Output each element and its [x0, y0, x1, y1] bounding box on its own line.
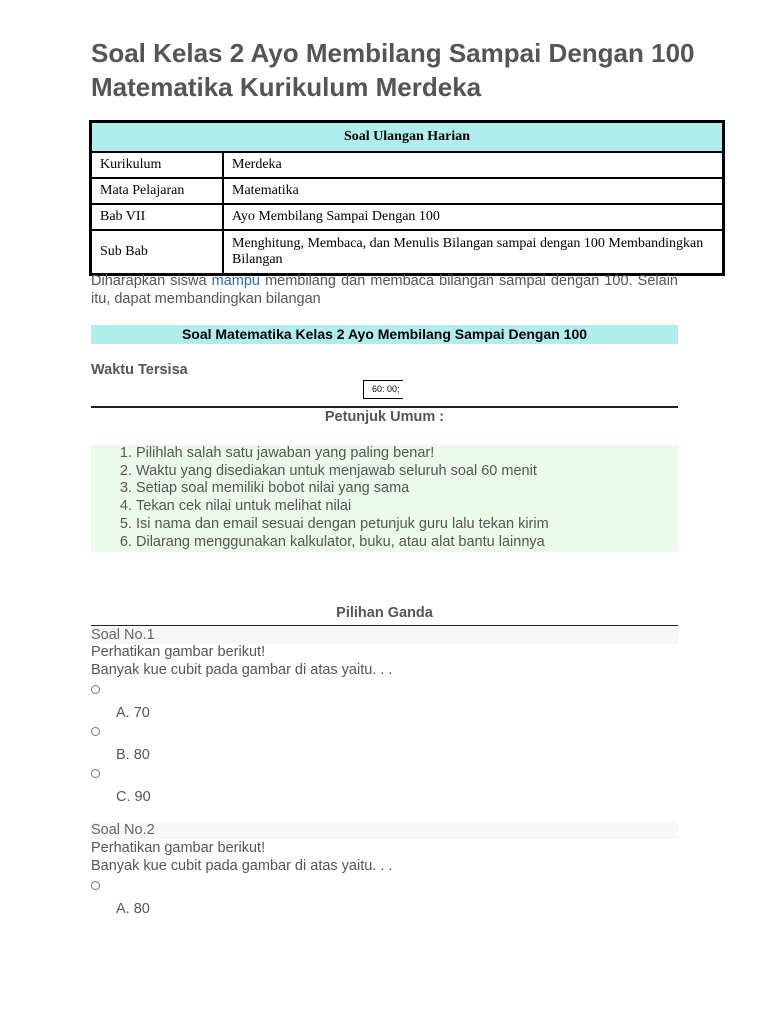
section-band: Soal Matematika Kelas 2 Ayo Membilang Sampai Dengan 100: [91, 325, 678, 344]
list-item: 2. Waktu yang disediakan untuk menjawab seluruh soal 60 menit: [136, 463, 678, 481]
info-value: Merdeka: [223, 152, 723, 178]
divider: [91, 625, 678, 626]
info-table: [89, 120, 725, 276]
question-text: Perhatikan gambar berikut!: [91, 840, 266, 856]
question-text: Perhatikan gambar berikut!: [91, 644, 266, 660]
info-value: Ayo Membilang Sampai Dengan 100: [223, 204, 723, 230]
info-table-header: Soal Ulangan Harian: [91, 122, 723, 152]
intro-paragraph: [91, 272, 678, 308]
divider: [91, 406, 678, 408]
option-label[interactable]: C. 90: [116, 789, 151, 805]
info-value: Matematika: [223, 178, 723, 204]
instructions-box: [91, 445, 678, 552]
timer-label: Waktu Tersisa: [91, 362, 188, 378]
intro-text: Diharapkan siswa: [91, 273, 212, 289]
instructions-list: [91, 445, 678, 551]
table-row: [91, 204, 723, 230]
table-row: [91, 230, 723, 274]
option-label[interactable]: A. 70: [116, 705, 150, 721]
page-title: Soal Kelas 2 Ayo Membilang Sampai Dengan 100 Matematika Kurikulum Merdeka: [91, 38, 695, 102]
table-row: [91, 178, 723, 204]
info-key: Mata Pelajaran: [91, 178, 223, 204]
intro-link[interactable]: mampu: [211, 273, 260, 289]
option-label[interactable]: B. 80: [116, 747, 150, 763]
question-text: Banyak kue cubit pada gambar di atas yaitu. . .: [91, 858, 393, 874]
option-label[interactable]: A. 80: [116, 901, 150, 917]
option-radio[interactable]: [91, 727, 100, 736]
option-radio[interactable]: [91, 685, 100, 694]
multiple-choice-heading: Pilihan Ganda: [336, 605, 433, 621]
list-item: 5. Isi nama dan email sesuai dengan petunjuk guru lalu tekan kirim: [136, 516, 678, 534]
question-number: Soal No.1: [91, 627, 678, 644]
list-item: 1. Pilihlah salah satu jawaban yang paling benar!: [136, 445, 678, 463]
list-item: 3. Setiap soal memiliki bobot nilai yang sama: [136, 480, 678, 498]
info-key: Kurikulum: [91, 152, 223, 178]
instructions-heading: Petunjuk Umum :: [324, 409, 445, 425]
question-number: Soal No.2: [91, 822, 678, 839]
table-row: [91, 152, 723, 178]
list-item: 4. Tekan cek nilai untuk melihat nilai: [136, 498, 678, 516]
option-radio[interactable]: [91, 769, 100, 778]
info-key: Bab VII: [91, 204, 223, 230]
info-key: Sub Bab: [91, 230, 223, 274]
question-text: Banyak kue cubit pada gambar di atas yaitu. . .: [91, 662, 393, 678]
list-item: 6. Dilarang menggunakan kalkulator, buku, atau alat bantu lainnya: [136, 534, 678, 552]
option-radio[interactable]: [91, 881, 100, 890]
timer-field: 60: 00;: [363, 380, 403, 399]
info-value: Menghitung, Membaca, dan Menulis Bilangan sampai dengan 100 Membandingkan Bilangan: [223, 230, 723, 274]
intro-text: membilang dan membaca bilangan sampai dengan 100. Selain itu, dapat membandingkan bilangan: [91, 273, 678, 307]
